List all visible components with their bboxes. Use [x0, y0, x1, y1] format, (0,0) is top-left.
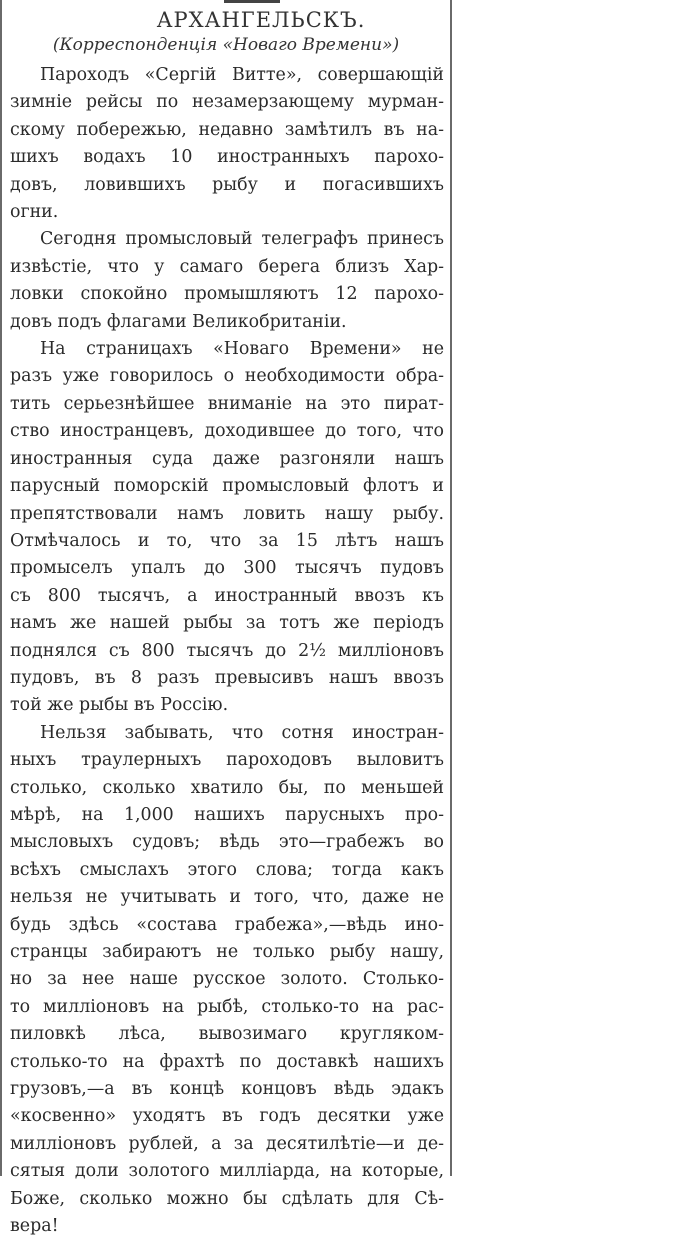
paragraph-line: ловки спокойно промышляютъ 12 парохо- [10, 284, 444, 305]
top-rule [224, 0, 280, 3]
paragraph-line: Пароходъ «Сергій Витте», совершающій [40, 65, 444, 85]
paragraph-line: вера! [10, 1216, 59, 1237]
paragraph-line: извѣстіе, что у самаго берега близъ Хар- [10, 256, 444, 277]
paragraph-line: промыселъ упалъ до 300 тысячъ пудовъ [10, 558, 444, 579]
paragraph-line: то милліоновъ на рыбѣ, столько-то на рас- [10, 996, 444, 1017]
paragraph-line: ныхъ траулерныхъ пароходовъ выловитъ [10, 750, 444, 771]
paragraph-line: Отмѣчалось и то, что за 15 лѣтъ нашъ [10, 530, 444, 551]
paragraph-line: шихъ водахъ 10 иностранныхъ парохо- [10, 147, 444, 168]
paragraph-line: пудовъ, въ 8 разъ превысивъ нашъ ввозъ [10, 667, 444, 688]
paragraph-line: Сегодня промысловый телеграфъ принесъ [40, 229, 444, 250]
article-headline: АРХАНГЕЛЬСКЪ. [156, 8, 366, 32]
paragraph-line: Боже, сколько можно бы сдѣлать для Сѣ- [10, 1188, 444, 1209]
paragraph-line: мѣрѣ, на 1,000 нашихъ парусныхъ про- [10, 804, 444, 825]
paragraph-line: Нельзя забывать, что сотня иностран- [40, 722, 444, 743]
article-paragraph [10, 226, 444, 336]
paragraph-line: сятыя доли золотого милліарда, на которые, [10, 1161, 444, 1182]
paragraph-line: тить серьезнѣйшее вниманіе на это пират- [10, 393, 444, 414]
paragraph-line: препятствовали намъ ловить нашу рыбу. [10, 503, 444, 524]
paragraph-line: грузовъ,—а въ концѣ концовъ вѣдь эдакъ [10, 1079, 444, 1100]
article-paragraph [10, 336, 444, 720]
paragraph-line: намъ же нашей рыбы за тотъ же періодъ [10, 613, 444, 634]
paragraph-line: странцы забираютъ не только рыбу нашу, [10, 942, 444, 962]
paragraph-line: милліоновъ рублей, а за десятилѣтіе—и де- [10, 1133, 444, 1154]
paragraph-line: «косвенно» уходятъ въ годъ десятки уже [10, 1106, 444, 1127]
paragraph-line: ство иностранцевъ, доходившее до того, что [10, 421, 444, 442]
paragraph-line: зимніе рейсы по незамерзающему мурман- [10, 92, 444, 113]
paragraph-line: всѣхъ смыслахъ этого слова; тогда какъ [10, 859, 444, 880]
paragraph-line: довъ подъ флагами Великобританіи. [10, 311, 347, 332]
paragraph-line: парусный поморскій промысловый флотъ и [10, 476, 444, 497]
paragraph-line: разъ уже говорилось о необходимости обра- [10, 366, 444, 387]
article-paragraph [10, 62, 444, 226]
article-byline: (Корреспонденція «Новаго Времени») [52, 35, 400, 55]
paragraph-line: На страницахъ «Новаго Времени» не [40, 339, 444, 360]
paragraph-line: той же рыбы въ Россію. [10, 695, 229, 716]
article-paragraph [10, 720, 444, 1240]
paragraph-line: столько-то на фрахтѣ по доставкѣ нашихъ [10, 1051, 444, 1072]
article-body [10, 62, 444, 1240]
paragraph-line: но за нее наше русское золото. Столько- [10, 969, 444, 990]
paragraph-line: мысловыхъ судовъ; вѣдь это—грабежъ во [10, 832, 444, 853]
paragraph-line: скому побережью, недавно замѣтилъ въ на- [10, 119, 444, 140]
paragraph-line: столько, сколько хватило бы, по меньшей [10, 777, 444, 798]
paragraph-line: пиловкѣ лѣса, вывозимаго кругляком- [10, 1024, 444, 1045]
paragraph-line: будь здѣсь «состава грабежа»,—вѣдь ино- [10, 914, 444, 935]
paragraph-line: довъ, ловившихъ рыбу и погасившихъ [10, 174, 444, 195]
paragraph-line: нельзя не учитывать и того, что, даже не [10, 887, 444, 908]
paragraph-line: поднялся съ 800 тысячъ до 2½ милліоновъ [10, 640, 444, 661]
paragraph-line: иностранныя суда даже разгоняли нашъ [10, 448, 444, 469]
paragraph-line: огни. [10, 202, 59, 223]
paragraph-line: съ 800 тысячъ, а иностранный ввозъ къ [10, 585, 444, 606]
